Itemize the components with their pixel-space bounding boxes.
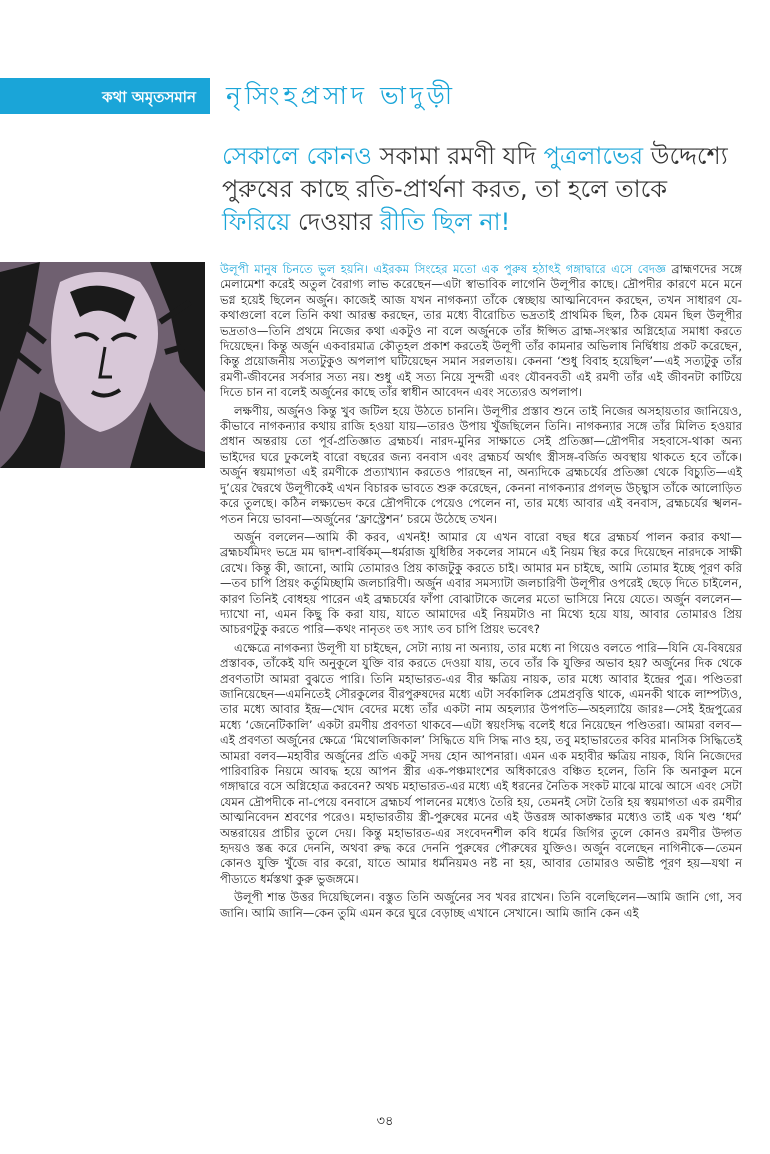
portrait-drawing — [0, 262, 205, 468]
article-text: ব্রাহ্মণদের সঙ্গে মেলামেশা করেই অতুল বৈরাগ্য লাভ করেছেন—এটা স্বাভাবিক লাগেনি উলূপীর কাছে। দ্রৌপদীর কারণে মনে মনে ভগ্ন হয়েই ছিলেন অর্জুন। কাজেই আজ যখন নাগকন্যা তাঁকে স্বেচ্ছায় আত্মনিবেদন করছেন, তখন সাধারণ যে-কথাগুলো বলে তিনি কথা আরম্ভ করছেন, তার মধ্যে বীরোচিত ভদ্রতাই প্রাথমিক ছিল, ঠিক যেমন ছিল উলূপীর ভদ্রতাও—তিনি প্রথমে নিজের কথা একটুও না বলে অর্জুনকে তাঁর ঈপ্সিত ব্রাহ্ম-সংস্কার অগ্নিহোত্র সমাধা করতে দিয়েছেন। কিন্তু অর্জুন একবারমাত্র কৌতূহল প্রকাশ করতেই উলূপী তাঁর কামনার অভিলাষ নির্দ্বিধায় প্রকট করেছেন, কিন্তু প্রয়োজনীয় সত্যটুকুও অপলাপ ঘটিয়েছেন সমান সরলতায়। কেননা ‘শুধু বিবাহ হয়েছিল’—এই সত্যটুকু তাঁর রমণী-জীবনের সর্বসার সত্য নয়। শুধু এই সত্য নিয়ে সুন্দরী এবং যৌবনবতী এই রমণী তাঁর এই জীবনটা কাটিয়ে দিতে চান না বলেই অর্জুনের কাছে তাঁর স্বাধীন আবেদন এবং সত্যেরও অপলাপ। — [220, 262, 742, 400]
pull-quote-part: ফিরিয়ে — [222, 208, 291, 236]
woman-portrait-illustration — [0, 262, 205, 468]
author-last-name: ভাদুড়ী — [380, 81, 457, 110]
pull-quote-part: সেকালে কোনও — [222, 142, 372, 170]
pull-quote-part: রীতি ছিল না! — [379, 208, 511, 236]
article-paragraph: লক্ষণীয়, অর্জুনও কিন্তু খুব জটিল হয়ে উঠতে চাননি। উলূপীর প্রস্তাব শুনে তাই নিজের অসহায়তার জানিয়েও, কীভাবে নাগকন্যার কথায় রাজি হওয়া যায়—তারও উপায় খুঁজছিলেন তিনি। নাগকন্যার সঙ্গে তাঁর মিলিত হওয়ার প্রধান অন্তরায় তো পূর্ব-প্রতিজ্ঞাত ব্রহ্মচর্য। নারদ-মুনির সাক্ষাতে সেই প্রতিজ্ঞা—দ্রৌপদীর সহবাসে-থাকা অন্য ভাইদের ঘরে ঢুকলেই বারো বছরের জন্য বনবাস এবং ব্রহ্মচর্য অর্থাৎ স্ত্রীসঙ্গ-বর্জিত অবস্থায় থাকতে হবে তাঁকে। অর্জুন স্বয়মাগতা এই রমণীকে প্রত্যাখ্যান করতেও পারছেন না, অন্যদিকে ব্রহ্মচর্যের প্রতিজ্ঞা থেকে বিচ্যুতি—এই দু’য়ের দ্বৈরথে উলূপীকেই এখন বিচারক ভাবতে শুরু করেছেন, কেননা নাগকন্যার প্রগল্ভ উচ্ছ্বাস তাঁকে আলোড়িত করে তুলছে। কঠিন লক্ষ্যভেদ করে দ্রৌপদীকে পেয়েও পেলেন না, তার মধ্যে আবার এই বনবাস, ব্রহ্মচর্যের স্খলন-পতন নিয়ে ভাবনা—অর্জুনের ‘ফ্রাস্ট্রেশন’ চরমে উঠেছে তখন। — [220, 403, 742, 526]
author-first-name: নৃসিংহপ্রসাদ — [226, 81, 369, 110]
pull-quote-part: সকামা রমণী যদি — [379, 142, 536, 170]
series-title: কথা অমৃতসমান — [102, 88, 196, 106]
article-lead: উলূপী মানুষ চিনতে ভুল হয়নি। এইরকম সিংহের মতো এক পুরুষ হঠাৎই গঙ্গাদ্বারে এসে বেদজ্ঞ — [220, 262, 667, 276]
pull-quote-part: দেওয়ার — [297, 208, 373, 236]
pull-quote — [222, 140, 742, 239]
series-tag — [0, 78, 210, 114]
article-paragraph: এক্ষেত্রে নাগকন্যা উলূপী যা চাইছেন, সেটা ন্যায় না অন্যায়, তার মধ্যে না গিয়েও বলতে পারি—যিনি যে-বিষয়ের প্রস্তাবক, তাঁকেই যদি অনুকূলে যুক্তি বার করতে দেওয়া যায়, তবে তাঁর কি যুক্তির অভাব হয়? অর্জুনের দিক থেকে প্রবণতাটা আমরা বুঝতে পারি। তিনি মহাভারত-এর বীর ক্ষত্রিয় নায়ক, তার মধ্যে আবার ইন্দ্রের পুত্র। পণ্ডিতরা জানিয়েছেন—এমনিতেই সৌরকুলের বীরপুরুষদের মধ্যে এটা সর্বকালিক প্রেমপ্রবৃত্তি থাকে, এমনকী থাকে লাম্পট্যও, তার মধ্যে আবার ইন্দ্র—খোদ বেদের মধ্যে তাঁর একটা নাম অহল্যার উপপতি—অহল্যায়ৈ জারঃ—সেই ইন্দ্রপুত্রের মধ্যে ‘জেনেটিকালি’ একটা রমণীয় প্রবণতা থাকবে—এটা স্বয়ংসিদ্ধ বলেই ধরে নিয়েছেন পণ্ডিতরা। আমরা বলব—এই প্রবণতা অর্জুনের ক্ষেত্রে ‘মিথোলজিকাল’ সিদ্ধিতে যদি সিদ্ধ নাও হয়, তবু মহাভারতের কবির মানসিক সিদ্ধিতেই আমরা বলব—মহাবীর অর্জুনের প্রতি একটু সদয় হোন আপনারা। এমন এক মহাবীর ক্ষত্রিয় নায়ক, যিনি নিজেদের পারিবারিক নিয়মে আবদ্ধ হয়ে আপন স্ত্রীর এক-পঞ্চমাংশের অধিকারেও বঞ্চিত হলেন, তিনি কি অনাকুল মনে গঙ্গাদ্বারে বসে অগ্নিহোত্র করবেন? অথচ মহাভারত-এর মধ্যে এই ধরনের নৈতিক সংকট মাঝে মাঝে আসে এবং সেটা যেমন দ্রৌপদীকে না-পেয়ে বনবাসে ব্রহ্মচর্য পালনের মধ্যেও তৈরি হয়, তেমনই সেটা তৈরি হয় স্বয়মাগতা এক রমণীর আত্মনিবেদন শ্রবণের পরেও। মহাভারতীয় স্ত্রী-পুরুষের মনের এই উত্তরঙ্গ আকাঙ্ক্ষার মধ্যেও তাই এক খণ্ড ‘ধর্ম’ অন্তরায়ের প্রাচীর তুলে দেয়। কিন্তু মহাভারত-এর সংবেদনশীল কবি ধর্মের জিগির তুলে কোনও রমণীর উদ্গত হৃদয়ও স্তব্ধ করে দেননি, অথবা রুদ্ধ করে দেননি পুরুষের পৌরুষের যুক্তিও। অর্জুন বলেছেন নাগিনীকে—তেমন কোনও যুক্তি খুঁজে বার করো, যাতে আমার ধর্মনিয়মও নষ্ট না হয়, আবার তোমারও অভীষ্ট পূরণ হয়—যথা ন পীড্যতে ধর্মস্তথা কুরু ভুজঙ্গমে। — [220, 640, 742, 886]
page-number: ৩৪ — [376, 1114, 394, 1129]
article-paragraph — [220, 262, 742, 401]
pull-quote-part: উদ্দেশ্যে পুরুষের কাছে রতি-প্রার্থনা করত, তা হলে তাকে — [222, 142, 728, 203]
pull-quote-part: পুত্রলাভের — [543, 142, 644, 170]
article-paragraph: অর্জুন বললেন—আমি কী করব, এখনই! আমার যে এখন বারো বছর ধরে ব্রহ্মচর্য পালন করার কথা—ব্রহ্মচর্যমিদং ভদ্রে মম দ্বাদশ-বার্ষিকম্—ধর্মরাজ যুধিষ্ঠির সকলের সামনে এই নিয়ম স্থির করে দিয়েছেন নারদকে সাক্ষী রেখে। কিন্তু কী, জানো, আমি তোমারও প্রিয় কাজটুকু করতে চাই। আমার মন চাইছে, আমি তোমার ইচ্ছে পূরণ করি—তব চাপি প্রিয়ং কর্তুমিচ্ছামি জলচারিণী। অর্জুন এবার সমস্যাটা জলচারিণী উলূপীর ওপরেই ছেড়ে দিতে চাইলেন, কারণ তিনিই বোধহয় পারেন এই ব্রহ্মচর্যের ফাঁপা বোঝাটাকে জলের মতো ভাসিয়ে নিয়ে যেতে। অর্জুন বললেন—দ্যাখো না, এমন কিছু কি করা যায়, যাতে আমাদের এই নিয়মটাও না মিথ্যে হয়ে যায়, আবার তোমারও প্রিয় আচরণটুকু করতে পারি—কথং নানৃতং তৎ স্যাৎ তব চাপি প্রিয়ং ভবেৎ? — [220, 529, 742, 637]
article-body — [220, 262, 742, 924]
author-name — [226, 76, 456, 119]
article-paragraph: উলূপী শান্ত উত্তর দিয়েছিলেন। বস্তুত তিনি অর্জুনের সব খবর রাখেন। তিনি বলেছিলেন—আমি জানি গো, সব জানি। আমি জানি—কেন তুমি এমন করে ঘুরে বেড়াচ্ছ এখানে সেখানে। আমি জানি কেন এই — [220, 890, 742, 920]
